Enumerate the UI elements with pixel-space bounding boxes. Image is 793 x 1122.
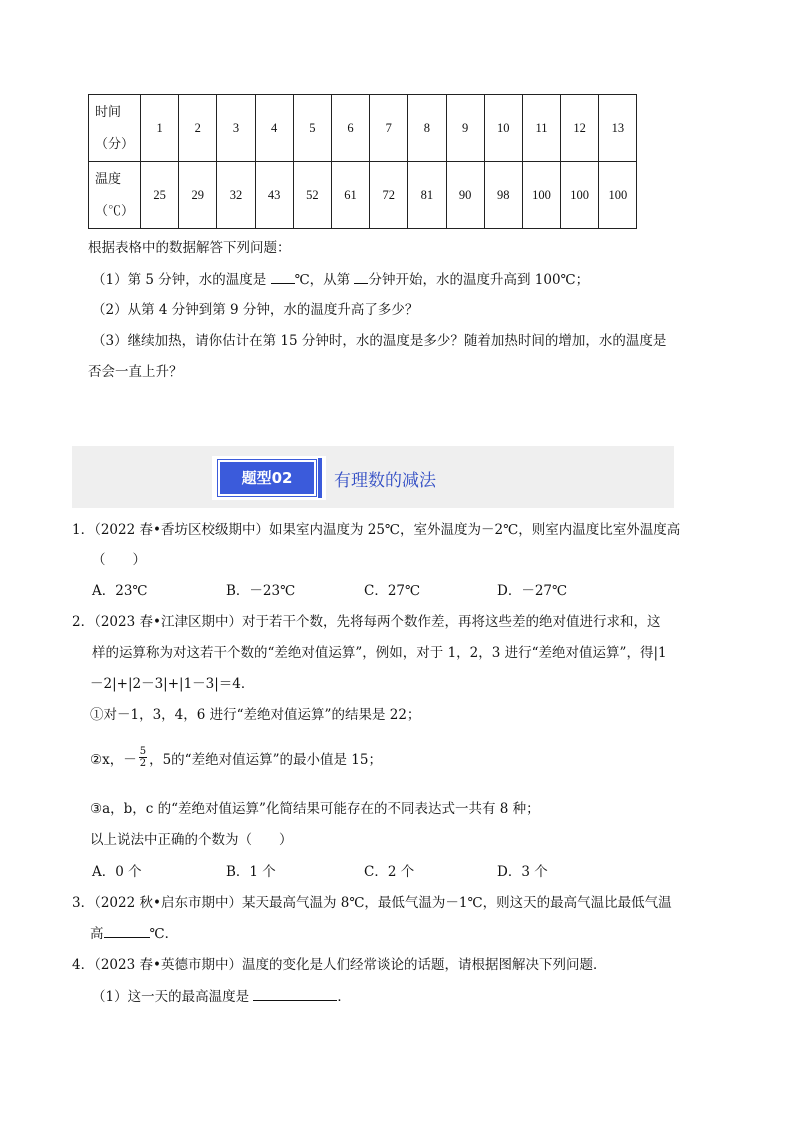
table-cell: 2 — [179, 95, 217, 162]
table-cell: 5 — [293, 95, 331, 162]
p3-part-b: ℃． — [149, 926, 179, 942]
p2-option-b: B．1 个 — [226, 864, 276, 880]
badge-accent-bar — [318, 458, 322, 498]
table-cell: 3 — [217, 95, 255, 162]
table-cell: 61 — [331, 162, 369, 229]
table-cell: 81 — [408, 162, 446, 229]
table-row-temperature — [89, 162, 637, 229]
fraction-numerator: 5 — [139, 746, 147, 757]
table-cell: 8 — [408, 95, 446, 162]
problem-1-line1: 1．（2022 春•香坊区校级期中）如果室内温度为 25℃，室外温度为－2℃，则室内温度比室外温度高 — [72, 522, 681, 538]
p1-option-c: C．27℃ — [364, 583, 421, 599]
intro-text: 根据表格中的数据解答下列问题： — [88, 240, 291, 256]
p2-option-a: A．0 个 — [92, 864, 142, 880]
problem-2-line1: 2．（2023 春•江津区期中）对于若干个数，先将每两个数作差，再将这些差的绝对值进行求和，这 — [72, 614, 661, 630]
answer-blank — [271, 270, 295, 284]
section-badge: 题型02 — [218, 460, 316, 496]
statement-2 — [90, 746, 382, 769]
table-cell: 90 — [446, 162, 484, 229]
table-cell: 72 — [370, 162, 408, 229]
statement-2-part-b: ，5的“差绝对值运算”的最小值是 15； — [149, 751, 382, 768]
table-cell: 6 — [331, 95, 369, 162]
p1-option-b: B．－23℃ — [226, 583, 296, 599]
question-1 — [92, 268, 589, 288]
answer-blank — [253, 987, 337, 1001]
p3-part-a: 高 — [90, 926, 104, 942]
question-3-line1: （3）继续加热，请你估计在第 15 分钟时，水的温度是多少？随着加热时间的增加，水的温度是 — [92, 333, 667, 349]
p1-option-d: D．－27℃ — [497, 583, 568, 599]
fraction-denominator: 2 — [139, 758, 147, 769]
table-cell: 4 — [255, 95, 293, 162]
table-cell: 9 — [446, 95, 484, 162]
problem-3-line2 — [90, 922, 178, 942]
table-cell: 43 — [255, 162, 293, 229]
table-cell: 10 — [484, 95, 522, 162]
problem-1-line2: （ ） — [92, 552, 146, 568]
fraction — [139, 746, 147, 769]
p2-option-c: C．2 个 — [364, 864, 415, 880]
table-cell: 98 — [484, 162, 522, 229]
problem-4-line1: 4．（2023 春•英德市期中）温度的变化是人们经常谈论的话题，请根据图解决下列问题． — [72, 957, 607, 973]
p1-option-a: A．23℃ — [92, 583, 148, 599]
table-cell: 100 — [522, 162, 560, 229]
q1-part-a: （1）第 5 分钟，水的温度是 — [92, 272, 271, 288]
table-cell: 100 — [561, 162, 599, 229]
question-3-line2: 否会一直上升？ — [88, 364, 183, 380]
statement-3: ③a，b，c 的“差绝对值运算”化简结果可能存在的不同表达式一共有 8 种； — [90, 801, 540, 817]
table-cell: 52 — [293, 162, 331, 229]
section-title: 有理数的减法 — [334, 471, 436, 491]
table-cell: 29 — [179, 162, 217, 229]
table-cell: 25 — [141, 162, 179, 229]
table-cell: 12 — [561, 95, 599, 162]
problem-4-line2 — [92, 985, 351, 1005]
header-unit: （℃） — [95, 203, 135, 218]
answer-blank — [104, 924, 150, 938]
table-cell: 13 — [599, 95, 637, 162]
table-cell: 11 — [522, 95, 560, 162]
statement-2-part-a: ②x，－ — [90, 751, 137, 768]
problem-3-line1: 3．（2022 秋•启东市期中）某天最高气温为 8℃，最低气温为－1℃，则这天的最高气温比最低气温 — [72, 895, 672, 911]
temperature-table — [88, 94, 637, 229]
q1-part-c: 分钟开始，水的温度升高到 100℃； — [368, 272, 590, 288]
table-header-time — [89, 95, 141, 162]
table-cell: 7 — [370, 95, 408, 162]
header-label: 温度 — [95, 171, 122, 186]
statement-1: ①对－1，3，4，6 进行“差绝对值运算”的结果是 22； — [90, 707, 421, 723]
p4-part-end: ． — [337, 989, 351, 1005]
table-row-time — [89, 95, 637, 162]
problem-2-line3: －2|+|2－3|+|1－3|＝4． — [90, 676, 255, 692]
p4-part-a: （1）这一天的最高温度是 — [92, 989, 254, 1005]
answer-blank — [354, 270, 368, 284]
p2-option-d: D．3 个 — [497, 864, 548, 880]
problem-2-ask: 以上说法中正确的个数为（ ） — [90, 832, 293, 848]
q1-part-b: ℃，从第 — [294, 272, 355, 288]
table-cell: 1 — [141, 95, 179, 162]
table-cell: 100 — [599, 162, 637, 229]
header-label: 时间 — [95, 104, 122, 119]
table-header-temperature — [89, 162, 141, 229]
table-cell: 32 — [217, 162, 255, 229]
problem-2-line2: 样的运算称为对这若干个数的“差绝对值运算”，例如，对于 1，2，3 进行“差绝对值运算”，得|1 — [92, 645, 667, 661]
question-2: （2）从第 4 分钟到第 9 分钟，水的温度升高了多少？ — [92, 302, 419, 318]
header-unit: （分） — [95, 136, 135, 151]
